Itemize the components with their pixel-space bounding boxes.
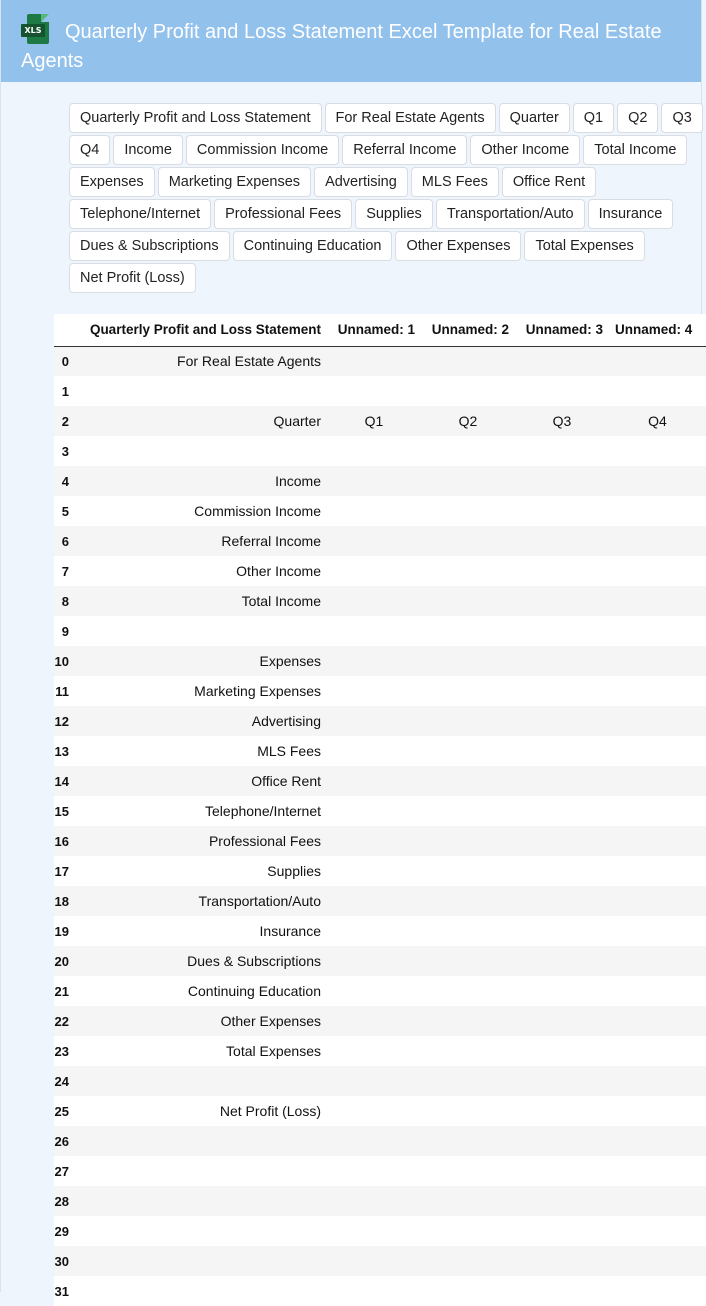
table-cell [609, 346, 706, 376]
table-cell: Commission Income [69, 496, 327, 526]
table-cell [609, 706, 706, 736]
table-cell [421, 1066, 515, 1096]
table-cell: Continuing Education [69, 976, 327, 1006]
table-cell [327, 586, 421, 616]
table-cell [327, 466, 421, 496]
table-cell [327, 1006, 421, 1036]
table-cell [421, 916, 515, 946]
table-cell [609, 616, 706, 646]
row-index: 8 [54, 586, 69, 616]
table-cell: Total Expenses [69, 1036, 327, 1066]
table-cell [69, 1126, 327, 1156]
keyword-chip[interactable]: Net Profit (Loss) [69, 263, 196, 293]
table-cell [327, 646, 421, 676]
table-cell [515, 1216, 609, 1246]
table-cell: Expenses [69, 646, 327, 676]
table-cell [69, 1186, 327, 1216]
table-cell [609, 556, 706, 586]
table-cell [69, 1276, 327, 1306]
table-row [54, 646, 706, 676]
table-cell [421, 616, 515, 646]
table-row [54, 1006, 706, 1036]
row-index: 23 [54, 1036, 69, 1066]
keyword-chip[interactable]: Other Income [470, 135, 580, 165]
table-cell [609, 466, 706, 496]
table-cell [327, 916, 421, 946]
table-cell [327, 346, 421, 376]
table-cell [327, 676, 421, 706]
table-cell [421, 1036, 515, 1066]
table-cell [327, 946, 421, 976]
row-index: 25 [54, 1096, 69, 1126]
row-index: 18 [54, 886, 69, 916]
keyword-chip[interactable]: Total Income [583, 135, 687, 165]
table-cell [515, 976, 609, 1006]
table-cell [609, 886, 706, 916]
column-header: Unnamed: 1 [327, 314, 421, 346]
table-cell [515, 1156, 609, 1186]
table-cell [609, 826, 706, 856]
table-row [54, 556, 706, 586]
table-cell: Other Income [69, 556, 327, 586]
table-row [54, 376, 706, 406]
index-header [54, 314, 69, 346]
table-cell [421, 946, 515, 976]
row-index: 3 [54, 436, 69, 466]
table-cell: Advertising [69, 706, 327, 736]
table-cell [609, 856, 706, 886]
table-cell [609, 586, 706, 616]
table-cell [69, 616, 327, 646]
table-row [54, 946, 706, 976]
table-cell [515, 1036, 609, 1066]
table-cell [421, 976, 515, 1006]
table-cell [515, 1066, 609, 1096]
table-row [54, 1246, 706, 1276]
table-cell [327, 496, 421, 526]
row-index: 9 [54, 616, 69, 646]
table-row [54, 706, 706, 736]
table-cell [421, 346, 515, 376]
table-header-row [54, 314, 706, 346]
keyword-chip[interactable]: Advertising [314, 167, 408, 197]
table-cell: Q2 [421, 406, 515, 436]
row-index: 31 [54, 1276, 69, 1306]
table-cell [609, 1036, 706, 1066]
column-header: Unnamed: 2 [421, 314, 515, 346]
table-cell [327, 1246, 421, 1276]
table-cell [327, 1276, 421, 1306]
table-row [54, 496, 706, 526]
keyword-chip[interactable]: Expenses [69, 167, 155, 197]
table-cell [515, 826, 609, 856]
table-cell [327, 1156, 421, 1186]
table-row [54, 1126, 706, 1156]
keyword-chip[interactable]: Q4 [69, 135, 110, 165]
table-cell: Dues & Subscriptions [69, 946, 327, 976]
table-row [54, 676, 706, 706]
table-cell [515, 736, 609, 766]
table-cell: Insurance [69, 916, 327, 946]
table-cell [327, 736, 421, 766]
row-index: 19 [54, 916, 69, 946]
table-cell [515, 526, 609, 556]
table-cell [515, 916, 609, 946]
keyword-chip[interactable]: Q2 [617, 103, 658, 133]
table-cell: Q4 [609, 406, 706, 436]
table-cell [421, 886, 515, 916]
table-cell [609, 796, 706, 826]
table-cell [327, 376, 421, 406]
table-cell [515, 1276, 609, 1306]
table-cell [421, 856, 515, 886]
keyword-chip[interactable]: Q1 [573, 103, 614, 133]
keyword-chip[interactable]: Other Expenses [395, 231, 521, 261]
table-cell [515, 1246, 609, 1276]
table-cell [609, 1096, 706, 1126]
table-cell [609, 676, 706, 706]
table-cell [327, 856, 421, 886]
table-cell: Marketing Expenses [69, 676, 327, 706]
table-cell: Referral Income [69, 526, 327, 556]
table-cell [69, 436, 327, 466]
table-row [54, 526, 706, 556]
table-cell [69, 1156, 327, 1186]
table-cell [327, 826, 421, 856]
column-header: Quarterly Profit and Loss Statement [69, 314, 327, 346]
row-index: 26 [54, 1126, 69, 1156]
table-cell [421, 1186, 515, 1216]
table-row [54, 436, 706, 466]
row-index: 17 [54, 856, 69, 886]
table-cell [421, 436, 515, 466]
table-cell [609, 1276, 706, 1306]
table-cell [609, 526, 706, 556]
row-index: 29 [54, 1216, 69, 1246]
table-cell: MLS Fees [69, 736, 327, 766]
table-cell [421, 526, 515, 556]
table-cell [609, 376, 706, 406]
table-cell: Professional Fees [69, 826, 327, 856]
table-cell [421, 766, 515, 796]
table-cell [69, 1216, 327, 1246]
table-cell [609, 1246, 706, 1276]
row-index: 11 [54, 676, 69, 706]
row-index: 12 [54, 706, 69, 736]
page-title: Quarterly Profit and Loss Statement Excel Template for Real Estate Agents [21, 21, 662, 72]
table-row [54, 1036, 706, 1066]
keyword-chip[interactable]: Referral Income [342, 135, 467, 165]
table-row [54, 616, 706, 646]
table-cell: Quarter [69, 406, 327, 436]
sheet-table-container[interactable] [54, 314, 693, 1299]
table-cell [515, 1126, 609, 1156]
row-index: 2 [54, 406, 69, 436]
table-cell [609, 1156, 706, 1186]
table-cell [515, 886, 609, 916]
table-cell [421, 466, 515, 496]
keyword-chip[interactable]: Marketing Expenses [158, 167, 311, 197]
table-cell [515, 1096, 609, 1126]
table-cell [515, 856, 609, 886]
row-index: 22 [54, 1006, 69, 1036]
table-cell [421, 1096, 515, 1126]
table-cell [421, 376, 515, 406]
keyword-chip[interactable]: Transportation/Auto [436, 199, 585, 229]
keyword-chip[interactable]: Supplies [355, 199, 433, 229]
table-cell [327, 796, 421, 826]
keyword-chip[interactable]: Income [113, 135, 183, 165]
table-cell [421, 1246, 515, 1276]
row-index: 6 [54, 526, 69, 556]
table-cell [515, 376, 609, 406]
table-cell [515, 556, 609, 586]
keyword-chip[interactable]: Telephone/Internet [69, 199, 211, 229]
row-index: 1 [54, 376, 69, 406]
row-index: 24 [54, 1066, 69, 1096]
table-cell [515, 796, 609, 826]
row-index: 13 [54, 736, 69, 766]
keyword-chip[interactable]: Professional Fees [214, 199, 352, 229]
table-row [54, 796, 706, 826]
table-row [54, 826, 706, 856]
table-cell [515, 946, 609, 976]
row-index: 30 [54, 1246, 69, 1276]
table-cell [421, 646, 515, 676]
table-cell [609, 1186, 706, 1216]
keyword-chip[interactable]: Total Expenses [524, 231, 644, 261]
table-cell [327, 1186, 421, 1216]
table-row [54, 976, 706, 1006]
keyword-chip[interactable]: Quarter [499, 103, 570, 133]
table-cell: Q1 [327, 406, 421, 436]
table-row [54, 766, 706, 796]
table-cell [327, 1216, 421, 1246]
table-cell: Income [69, 466, 327, 496]
table-cell [69, 1066, 327, 1096]
table-row [54, 1216, 706, 1246]
table-cell: Supplies [69, 856, 327, 886]
table-cell [609, 736, 706, 766]
table-row [54, 1276, 706, 1306]
table-cell: Other Expenses [69, 1006, 327, 1036]
table-row [54, 1186, 706, 1216]
table-cell [421, 496, 515, 526]
page-header [1, 0, 701, 82]
table-cell: Transportation/Auto [69, 886, 327, 916]
table-cell: Q3 [515, 406, 609, 436]
table-cell [421, 1216, 515, 1246]
table-cell [327, 976, 421, 1006]
row-index: 27 [54, 1156, 69, 1186]
row-index: 21 [54, 976, 69, 1006]
row-index: 14 [54, 766, 69, 796]
keyword-chip[interactable]: Office Rent [502, 167, 596, 197]
row-index: 20 [54, 946, 69, 976]
row-index: 10 [54, 646, 69, 676]
table-cell [421, 1126, 515, 1156]
keyword-chip[interactable]: Quarterly Profit and Loss Statement [69, 103, 322, 133]
table-row [54, 886, 706, 916]
table-cell [609, 1216, 706, 1246]
table-cell [327, 556, 421, 586]
table-cell [609, 496, 706, 526]
table-cell [609, 916, 706, 946]
table-cell [515, 496, 609, 526]
sheet-table [54, 314, 706, 1306]
keyword-chip[interactable]: MLS Fees [411, 167, 499, 197]
table-cell [421, 586, 515, 616]
table-cell [421, 736, 515, 766]
table-row [54, 586, 706, 616]
keyword-chip[interactable]: Commission Income [186, 135, 339, 165]
table-cell [421, 1156, 515, 1186]
table-cell [609, 1126, 706, 1156]
row-index: 5 [54, 496, 69, 526]
table-row [54, 736, 706, 766]
table-cell [327, 436, 421, 466]
table-cell: For Real Estate Agents [69, 346, 327, 376]
table-cell [515, 436, 609, 466]
keyword-chip[interactable]: Continuing Education [233, 231, 393, 261]
table-cell [609, 946, 706, 976]
row-index: 0 [54, 346, 69, 376]
table-cell [421, 1006, 515, 1036]
table-row [54, 1156, 706, 1186]
table-cell [327, 706, 421, 736]
table-cell [327, 886, 421, 916]
table-cell [515, 646, 609, 676]
row-index: 28 [54, 1186, 69, 1216]
table-cell [515, 1006, 609, 1036]
table-row [54, 1096, 706, 1126]
table-cell [327, 616, 421, 646]
keyword-chip[interactable]: Q3 [661, 103, 702, 133]
table-cell: Telephone/Internet [69, 796, 327, 826]
table-cell [609, 766, 706, 796]
row-index: 7 [54, 556, 69, 586]
keyword-chip[interactable]: Insurance [588, 199, 674, 229]
table-cell: Net Profit (Loss) [69, 1096, 327, 1126]
table-cell [421, 706, 515, 736]
row-index: 15 [54, 796, 69, 826]
xls-file-icon: XLS [21, 14, 49, 44]
table-row [54, 1066, 706, 1096]
table-cell [327, 526, 421, 556]
table-cell [327, 1096, 421, 1126]
table-row [54, 916, 706, 946]
table-cell [327, 766, 421, 796]
table-cell [421, 796, 515, 826]
table-cell [327, 1126, 421, 1156]
table-cell [327, 1036, 421, 1066]
table-cell [515, 616, 609, 646]
table-cell [69, 1246, 327, 1276]
table-cell [609, 976, 706, 1006]
row-index: 4 [54, 466, 69, 496]
table-cell [515, 586, 609, 616]
table-cell [515, 1186, 609, 1216]
row-index: 16 [54, 826, 69, 856]
table-cell: Office Rent [69, 766, 327, 796]
table-cell [421, 556, 515, 586]
keyword-chip-list [69, 103, 703, 293]
table-cell [421, 1276, 515, 1306]
table-row [54, 406, 706, 436]
table-cell [515, 676, 609, 706]
table-cell [515, 706, 609, 736]
table-cell [69, 376, 327, 406]
table-cell [609, 646, 706, 676]
table-cell [609, 436, 706, 466]
table-cell [515, 466, 609, 496]
table-cell [609, 1006, 706, 1036]
column-header: Unnamed: 4 [609, 314, 706, 346]
keyword-chip[interactable]: For Real Estate Agents [325, 103, 496, 133]
table-row [54, 466, 706, 496]
table-cell [515, 346, 609, 376]
keyword-chip[interactable]: Dues & Subscriptions [69, 231, 230, 261]
table-cell [609, 1066, 706, 1096]
table-cell [327, 1066, 421, 1096]
table-cell [515, 766, 609, 796]
table-cell [421, 676, 515, 706]
table-row [54, 346, 706, 376]
table-cell [421, 826, 515, 856]
table-cell: Total Income [69, 586, 327, 616]
column-header: Unnamed: 3 [515, 314, 609, 346]
table-row [54, 856, 706, 886]
